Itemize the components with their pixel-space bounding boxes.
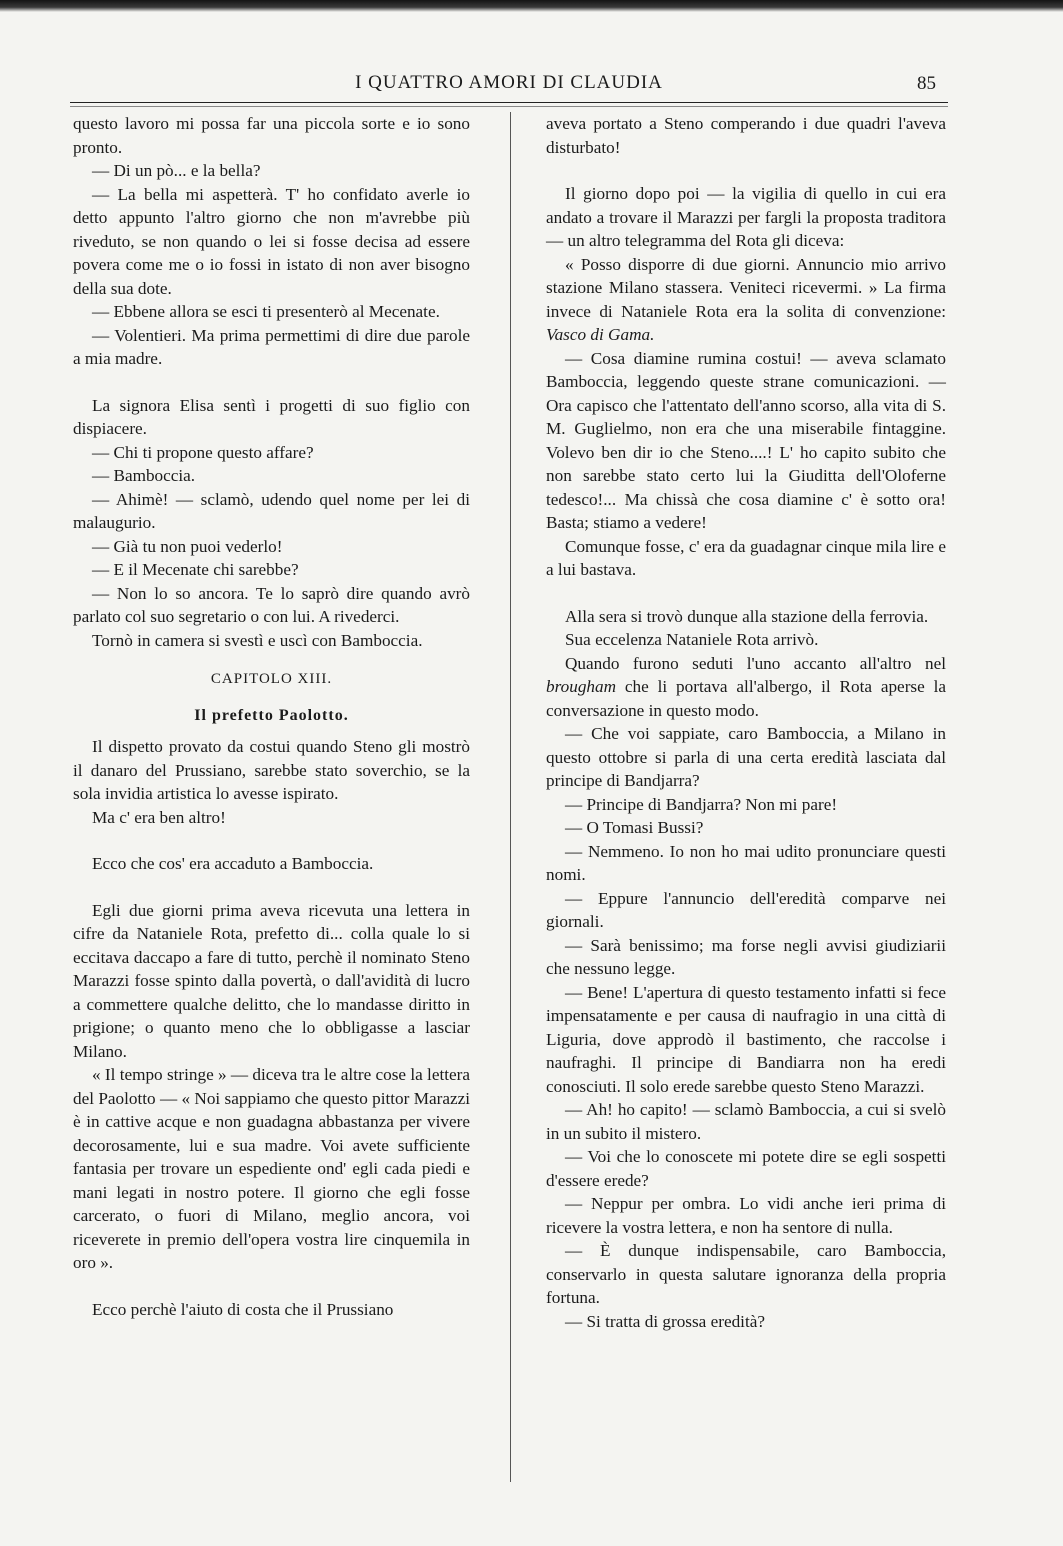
paragraph-text: Quando furono seduti l'uno accanto all'altro nel xyxy=(565,653,946,673)
paragraph xyxy=(546,722,946,793)
left-column xyxy=(73,112,470,1321)
left-column-body-after xyxy=(73,735,470,1321)
paragraph xyxy=(73,735,470,806)
paragraph xyxy=(546,652,946,723)
paragraph-text: Sua eccelenza Nataniele Rota arrivò. xyxy=(565,630,819,649)
paragraph-text: Ma c' era ben altro! xyxy=(92,807,226,827)
paragraph xyxy=(73,1298,470,1322)
paragraph-text: — Neppur per ombra. Lo vidi anche ieri prima di ricevere la vostra lettera, e non ha sentore di nulla. xyxy=(546,1194,946,1237)
paragraph-text: — Bamboccia. xyxy=(92,466,196,485)
paragraph-text: — Sarà benissimo; ma forse negli avvisi giudiziarii che nessuno legge. xyxy=(546,935,946,978)
paragraph-text: — Bene! L'apertura di questo testamento infatti si fece impensatamente e per causa di naufragio in una città di Liguria, dove approdò il bastimento, che raccolse i naufraghi. Il principe di Bandiarra non ha eredi conosciuti. Il solo erede sarebbe questo Steno Marazzi. xyxy=(546,982,946,1096)
paragraph-text: Tornò in camera si svestì e uscì con Bamboccia. xyxy=(92,630,423,650)
paragraph-text: — È dunque indispensabile, caro Bamboccia, conservarlo in questa salutare ignoranza della propria fortuna. xyxy=(546,1241,946,1307)
paragraph xyxy=(73,112,470,159)
paragraph xyxy=(546,1310,946,1334)
paragraph-text: — La bella mi aspetterà. T' ho confidato averle io detto appunto l'altro giorno che non m'avrebbe più riveduto, se non quando o lei si fosse decisa ad essere povera come me o io fossi in istato di non aver bisogno della sua dote. xyxy=(73,184,470,298)
paragraph-text: — Volentieri. Ma prima permettimi di dire due parole a mia madre. xyxy=(73,325,470,368)
paragraph xyxy=(546,816,946,840)
paragraph xyxy=(546,981,946,1099)
paragraph-text: Alla sera si trovò dunque alla stazione della ferrovia. xyxy=(565,606,929,626)
paragraph xyxy=(546,1145,946,1192)
page-number: 85 xyxy=(917,73,936,94)
paragraph xyxy=(73,899,470,1064)
header-rule-secondary xyxy=(70,106,948,107)
paragraph xyxy=(546,1098,946,1145)
paragraph xyxy=(73,183,470,301)
paragraph-text: Il giorno dopo poi — la vigilia di quello in cui era andato a trovare il Marazzi per fargli la proposta traditora — un altro telegramma del Rota gli diceva: xyxy=(546,184,946,250)
paragraph-text-after: che li portava all'albergo, il Rota aperse la conversazione in questo modo. xyxy=(546,677,946,720)
paragraph-text: — Eppure l'annuncio dell'eredità comparve nei giornali. xyxy=(546,888,946,931)
paragraph xyxy=(73,324,470,371)
paragraph xyxy=(546,840,946,887)
paragraph xyxy=(73,488,470,535)
paragraph-text: — Ahimè! — sclamò, udendo quel nome per lei di malaugurio. xyxy=(73,489,470,532)
paragraph xyxy=(73,852,470,876)
header-rule xyxy=(70,102,948,103)
chapter-number: CAPITOLO XIII. xyxy=(210,671,333,687)
paragraph-text: — Cosa diamine rumina costui! — aveva sclamato Bamboccia, leggendo queste strane comunicazioni. — Ora capisco che l'attentato dell'anno scorso, alla vita di S. M. Guglielmo, non era che una miserabile fintaggine. Volevo ben dir io che Steno....! L' ho capito subito che non sarebbe stato certo lui la Giuditta dell'Oloferne tedesco!... Ma chissà che cosa diamine c' è sotto ora! Basta; stiamo a vedere! xyxy=(546,348,946,532)
paragraph-text: — Si tratta di grossa eredità? xyxy=(565,1311,765,1331)
paragraph-text: — Voi che lo conoscete mi potete dire se egli sospetti d'essere erede? xyxy=(546,1147,946,1190)
chapter-title: Il prefetto Paolotto. xyxy=(194,706,349,724)
paragraph-text: « Posso disporre di due giorni. Annuncio mio arrivo stazione Milano stassera. Veniteci ricevermi. » La firma invece di Nataniele Rota era la solita di convenzione: xyxy=(546,254,946,321)
paragraph xyxy=(73,558,470,582)
paragraph xyxy=(546,182,946,253)
paragraph xyxy=(73,1063,470,1275)
paragraph-text: — Chi ti propone questo affare? xyxy=(92,442,314,462)
paragraph-text: Ecco che cos' era accaduto a Bamboccia. xyxy=(92,854,374,873)
italic-term: brougham xyxy=(546,677,617,696)
right-column-body xyxy=(546,112,946,1333)
paragraph-text: Ecco perchè l'aiuto di costa che il Prussiano xyxy=(92,1299,394,1319)
paragraph xyxy=(546,535,946,582)
paragraph-text: — Nemmeno. Io non ho mai udito pronunciare questi nomi. xyxy=(546,841,946,884)
paragraph-text: « Il tempo stringe » — diceva tra le altre cose la lettera del Paolotto — « Noi sappiamo che questo pittor Marazzi è in cattive acque e non guadagna abbastanza per vivere decorosamente, lui e sua madre. Voi avete sufficiente fantasia per trovare un espediente ond' egli cada piedi e mani legati in nostro potere. Il giorno che egli fosse carcerato, o fuori di Milano, meglio ancora, voi riceverete in premio dell'opera vostra lire cinquemila in oro ». xyxy=(73,1065,470,1272)
left-column-body xyxy=(73,112,470,652)
paragraph-text: — O Tomasi Bussi? xyxy=(565,818,704,837)
paragraph xyxy=(546,347,946,535)
paragraph-text: Comunque fosse, c' era da guadagnar cinque mila lire e a lui bastava. xyxy=(546,536,946,579)
paragraph xyxy=(73,806,470,830)
paragraph-text: — Di un pò... e la bella? xyxy=(92,161,261,180)
paragraph xyxy=(73,582,470,629)
page-top-edge xyxy=(0,0,1063,12)
running-title: I QUATTRO AMORI DI CLAUDIA xyxy=(355,72,663,93)
paragraph xyxy=(546,1239,946,1310)
paragraph xyxy=(73,535,470,559)
paragraph-text: — Già tu non puoi vederlo! xyxy=(92,536,283,556)
paragraph-text: Egli due giorni prima aveva ricevuta una lettera in cifre da Nataniele Rota, prefetto di... colla quale lo si eccitava daccapo a fare di tutto, perchè il nominato Steno Marazzi fosse spinto dalla povertà, o dall'avidità di lucro a commettere qualche delitto, che lo mandasse diritto in prigione; o quanto meno che lo obbligasse a lasciar Milano. xyxy=(73,900,470,1061)
paragraph-text: — Non lo so ancora. Te lo saprò dire quando avrò parlato col suo segretario o con lui. A rivederci. xyxy=(73,583,470,626)
paragraph xyxy=(546,112,946,159)
paragraph-text: — Ah! ho capito! — sclamò Bamboccia, a cui si svelò in un subito il mistero. xyxy=(546,1100,946,1143)
paragraph xyxy=(546,934,946,981)
paragraph xyxy=(546,793,946,817)
paragraph-text: — Principe di Bandjarra? Non mi pare! xyxy=(565,794,838,814)
column-divider xyxy=(510,112,511,1482)
right-column xyxy=(546,112,946,1333)
italic-signature: Vasco di Gama. xyxy=(546,325,655,344)
paragraph xyxy=(546,605,946,629)
paragraph-text: aveva portato a Steno comperando i due quadri l'aveva disturbato! xyxy=(546,114,946,157)
page-header xyxy=(70,70,948,100)
paragraph xyxy=(73,464,470,488)
paragraph xyxy=(546,887,946,934)
paragraph xyxy=(73,629,470,653)
paragraph xyxy=(546,628,946,652)
paragraph xyxy=(73,300,470,324)
paragraph xyxy=(73,159,470,183)
paragraph xyxy=(546,1192,946,1239)
paragraph xyxy=(73,441,470,465)
paragraph-text: — Ebbene allora se esci ti presenterò al Mecenate. xyxy=(92,302,440,321)
paragraph-text: — E il Mecenate chi sarebbe? xyxy=(92,560,299,579)
paragraph-text: La signora Elisa sentì i progetti di suo figlio con dispiacere. xyxy=(73,395,470,438)
paragraph-text: Il dispetto provato da costui quando Steno gli mostrò il danaro del Prussiano, sarebbe stato soverchio, se la sola invidia artistica lo avesse ispirato. xyxy=(73,737,470,803)
paragraph xyxy=(73,394,470,441)
paragraph-text: questo lavoro mi possa far una piccola sorte e io sono pronto. xyxy=(73,114,470,157)
paragraph-text: — Che voi sappiate, caro Bamboccia, a Milano in questo ottobre si parla di una certa eredità lasciata dal principe di Bandjarra? xyxy=(546,724,946,790)
paragraph xyxy=(546,253,946,347)
